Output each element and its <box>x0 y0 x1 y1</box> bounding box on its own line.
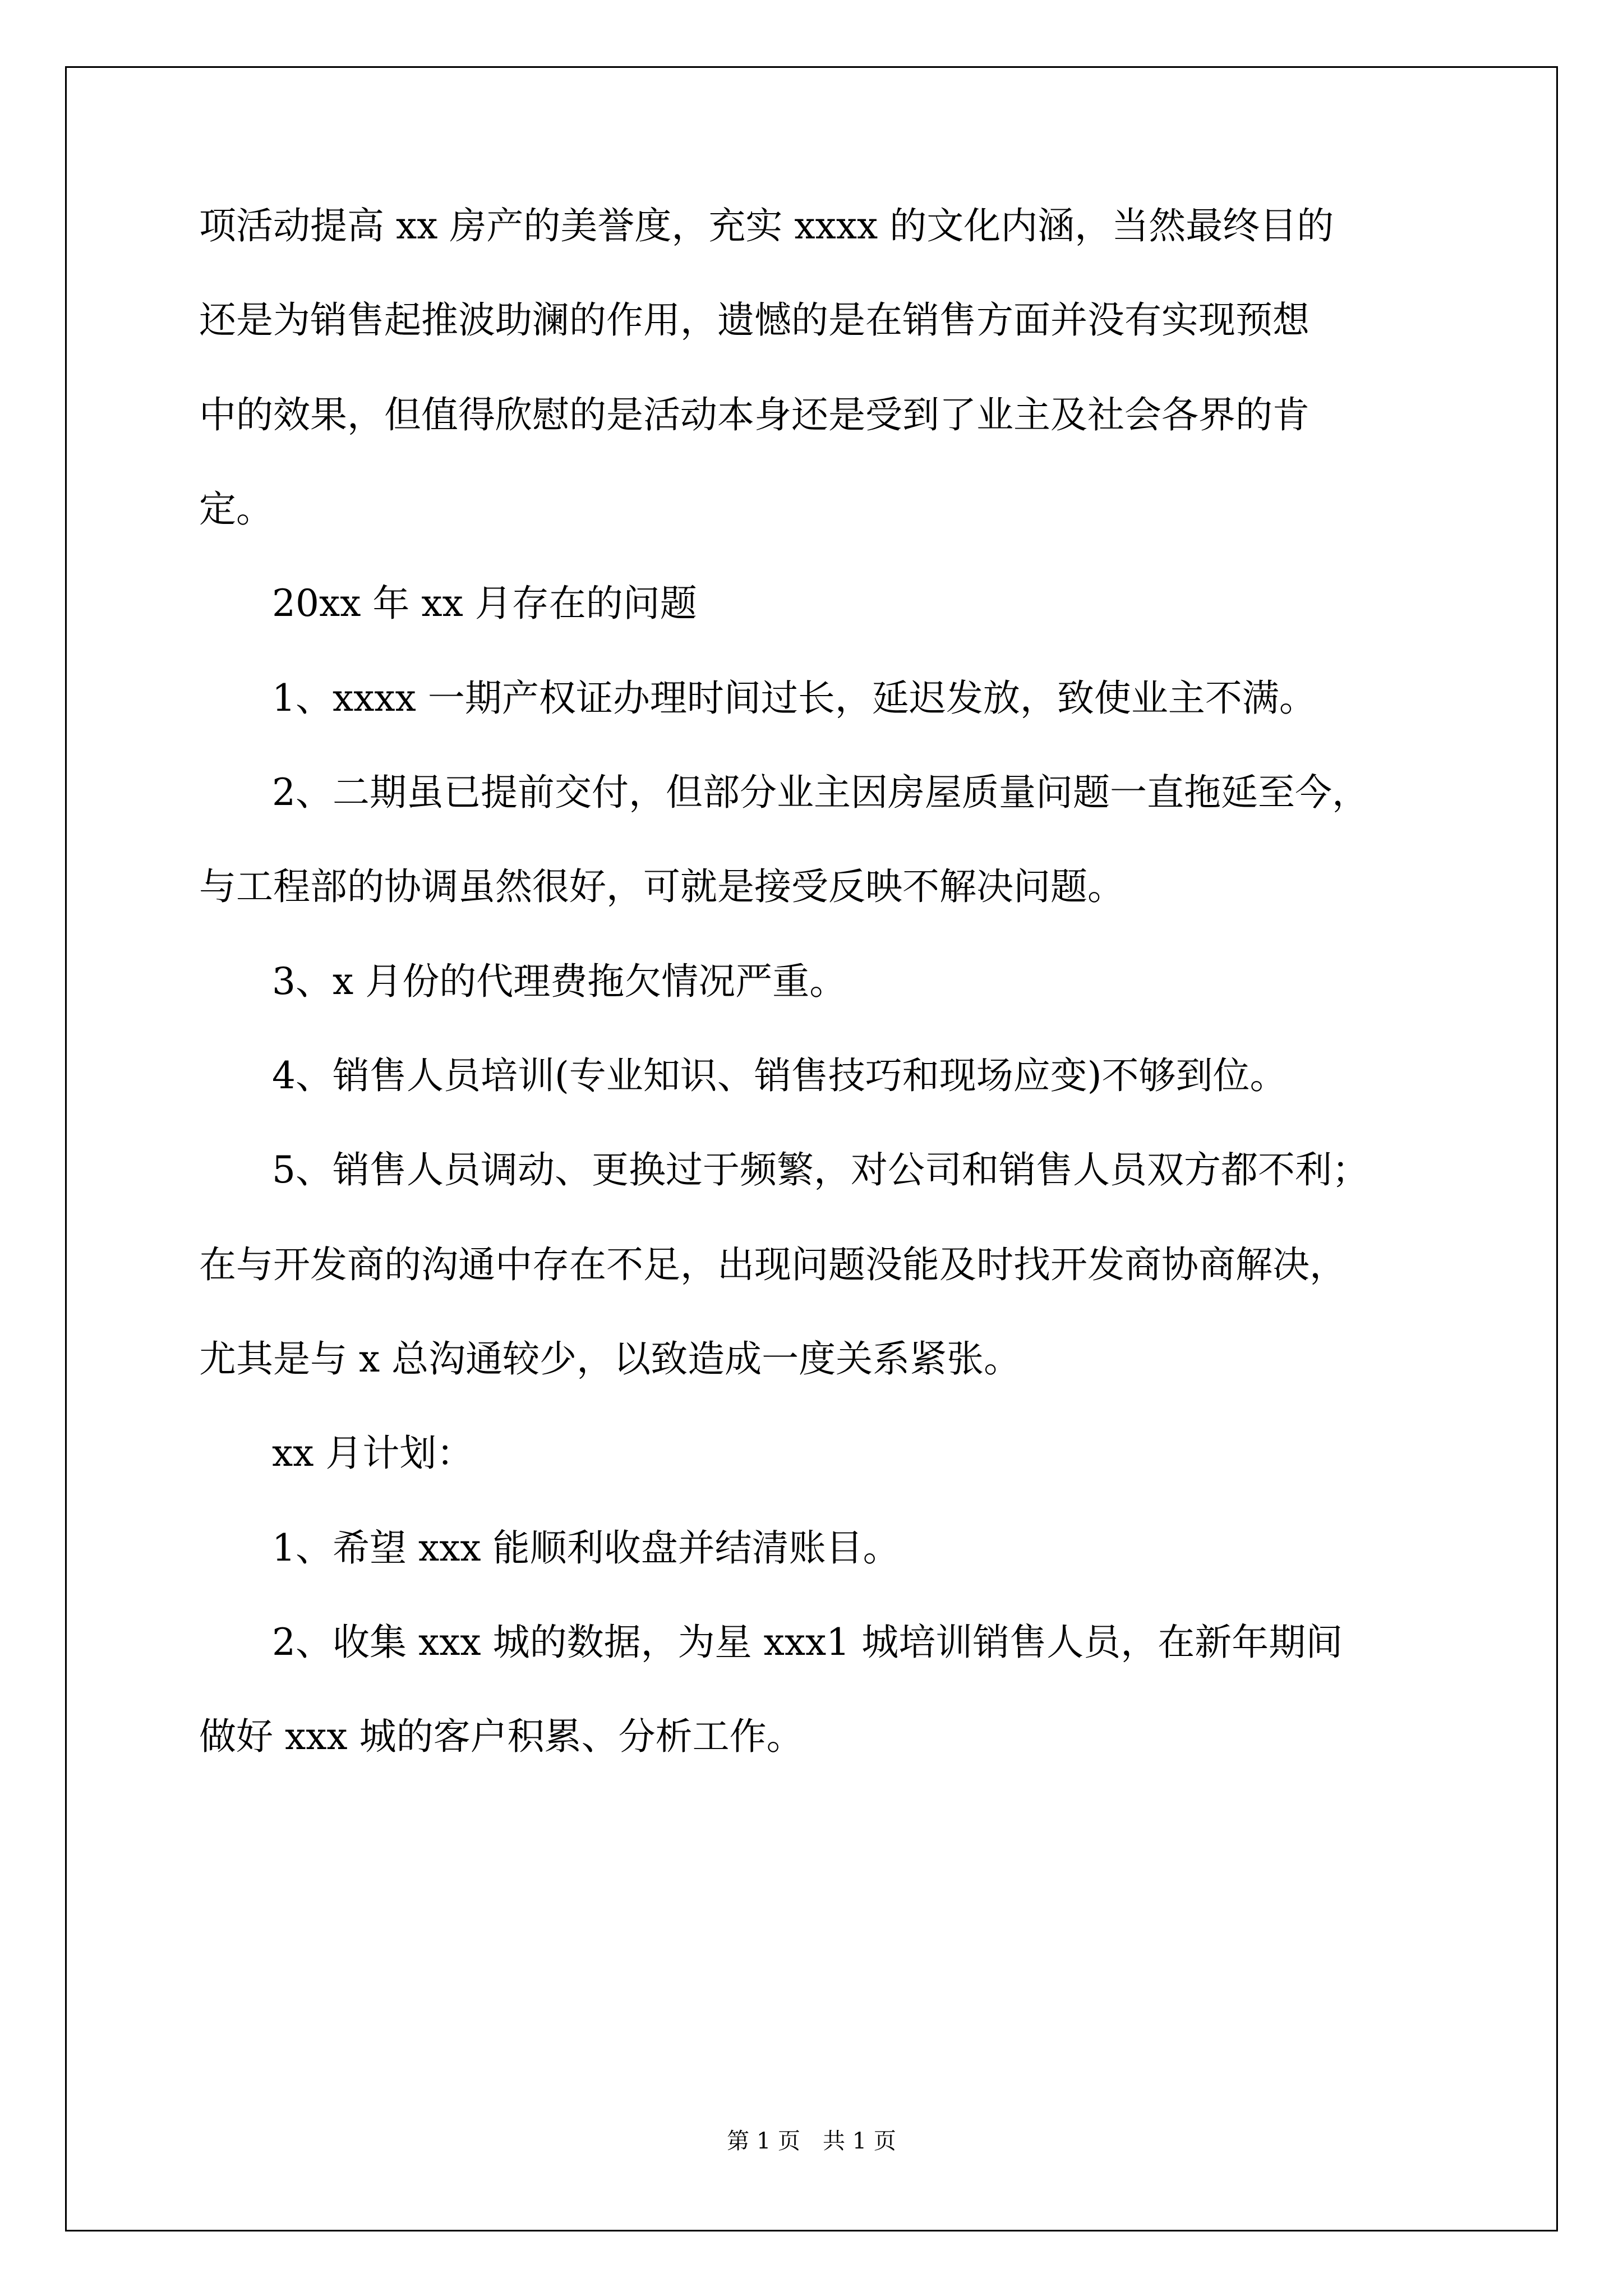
paragraph-line: 中的效果，但值得欣慰的是活动本身还是受到了业主及社会各界的肯 <box>199 393 1310 436</box>
list-item: 2、二期虽已提前交付，但部分业主因房屋质量问题一直拖延至今， <box>272 771 1369 814</box>
list-item: 3、x 月份的代理费拖欠情况严重。 <box>272 960 847 1003</box>
list-item-continuation: 做好 xxx 城的客户积累、分析工作。 <box>199 1715 804 1758</box>
section-heading: xx 月计划： <box>272 1432 474 1475</box>
paragraph-line: 还是为销售起推波助澜的作用，遗憾的是在销售方面并没有实现预想 <box>199 298 1310 342</box>
list-item: 2、收集 xxx 城的数据，为星 xxx1 城培训销售人员，在新年期间 <box>272 1621 1343 1664</box>
list-item: 5、销售人员调动、更换过于频繁，对公司和销售人员双方都不利； <box>272 1148 1369 1191</box>
list-item: 1、希望 xxx 能顺利收盘并结清账目。 <box>272 1526 900 1570</box>
list-item-continuation: 在与开发商的沟通中存在不足，出现问题没能及时找开发商协商解决， <box>199 1243 1347 1286</box>
list-item-continuation: 尤其是与 x 总沟通较少，以致造成一度关系紧张。 <box>199 1337 1021 1381</box>
paragraph-line: 定。 <box>199 487 273 531</box>
list-item: 4、销售人员培训(专业知识、销售技巧和现场应变)不够到位。 <box>272 1054 1287 1097</box>
list-item-continuation: 与工程部的协调虽然很好，可就是接受反映不解决问题。 <box>199 865 1124 908</box>
section-heading: 20xx 年 xx 月存在的问题 <box>272 582 697 625</box>
list-item: 1、xxxx 一期产权证办理时间过长，延迟发放，致使业主不满。 <box>272 677 1316 720</box>
paragraph-line: 项活动提高 xx 房产的美誉度，充实 xxxx 的文化内涵，当然最终目的 <box>199 204 1334 247</box>
page-number: 第 1 页 共 1 页 <box>727 2128 896 2154</box>
